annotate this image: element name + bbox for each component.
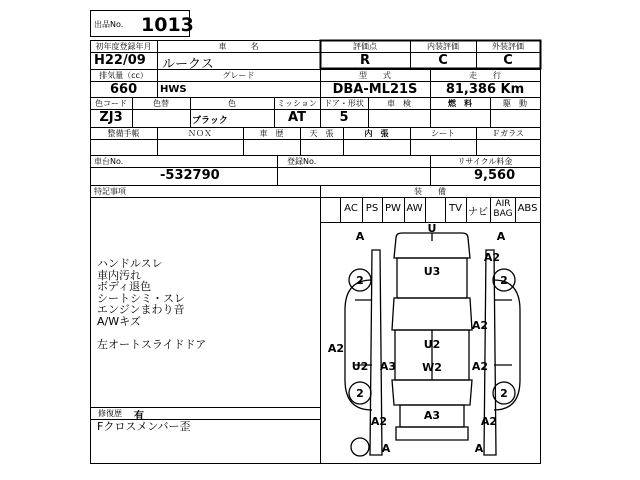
exterior-score-value: C (503, 53, 513, 68)
drive-label: 駆 動 (503, 99, 527, 108)
mark-right-fender: A2 (483, 251, 501, 264)
interior-score-label: 内装評価 (427, 42, 459, 51)
registration-label: 登録No. (287, 157, 317, 166)
mark-roof: U2 (423, 338, 441, 351)
mark-right-rear-wheel: 2 (500, 387, 508, 400)
equipment-header: 装 備 (414, 187, 446, 196)
mark-bumper-left: A (381, 442, 391, 455)
exterior-score-label: 外装評価 (492, 42, 524, 51)
repair-label: 修復歴 (98, 409, 122, 418)
mission-label: ミッション (277, 99, 317, 108)
color-value: ブラック (192, 116, 228, 126)
grade-value: HWS (160, 84, 187, 95)
model-label: 型 式 (359, 71, 391, 80)
repair-value: 有 (134, 411, 144, 422)
mark-right-door: A2 (471, 319, 489, 332)
displacement-label: 排気量（cc） (99, 71, 148, 80)
score-value: R (359, 53, 370, 68)
car-name-value: ルークス (162, 57, 214, 72)
roof-label: 天 張 (309, 129, 334, 138)
mark-left-quarter: A3 (379, 360, 397, 373)
mark-back-door: A3 (423, 409, 441, 422)
score-label: 評価点 (353, 42, 377, 51)
fuel-label: 燃 料 (448, 99, 472, 108)
vehicle-diagram (320, 222, 540, 463)
seat-label: シート (431, 129, 455, 138)
equip-abs: ABS (517, 203, 538, 214)
inspection-label: 車 検 (387, 99, 411, 108)
equip-airbag: AIR BAG (493, 199, 513, 219)
nox-label: ＮＯＸ (188, 129, 212, 138)
color-code-value: ZJ3 (99, 110, 123, 125)
mark-front-u: U (427, 222, 437, 235)
manual-label: 整備手帳 (107, 129, 140, 138)
car-name-label: 車 名 (218, 42, 259, 51)
interior-trim-label: 内 張 (364, 129, 389, 138)
equip-navi: ナビ (468, 207, 488, 218)
mark-rear-left: A2 (370, 415, 388, 428)
mark-bumper-right: A (474, 442, 484, 455)
mark-hood: U3 (423, 265, 441, 278)
history-label: 車 歴 (259, 129, 284, 138)
recycle-value: 9,560 (474, 168, 516, 183)
model-value: DBA-ML21S (332, 82, 418, 97)
mark-left-front-wheel: 2 (356, 274, 364, 287)
equip-tv: TV (449, 203, 462, 214)
mark-right-quarter: A2 (471, 360, 489, 373)
chassis-label: 車台No. (94, 157, 124, 166)
color-label: 色 (228, 99, 236, 108)
equip-ps: PS (365, 203, 379, 214)
notes-text: ハンドルスレ 車内汚れ ボディ退色 シートシミ・スレ エンジンまわり音 A/Wキズ 左オートスライドドア (97, 257, 207, 352)
mission-value: AT (288, 110, 306, 125)
lot-number: 1013 (141, 14, 194, 36)
door-label: ドア・形状 (324, 99, 364, 108)
mark-left-rear-wheel: 2 (356, 387, 364, 400)
chassis-value: -532790 (160, 168, 220, 183)
equip-ac: AC (344, 203, 358, 214)
equip-pw: PW (385, 203, 401, 214)
glass-label: Ｆガラス (492, 129, 524, 138)
repair-detail: Fクロスメンバー歪 (97, 420, 191, 433)
displacement-value: 660 (110, 82, 138, 97)
mark-left-side: A2 (327, 342, 345, 355)
mark-front-left: A (355, 230, 365, 243)
grade-label: グレード (222, 71, 255, 80)
mark-rear-right: A2 (480, 415, 498, 428)
mark-right-front-wheel: 2 (500, 274, 508, 287)
interior-score-value: C (438, 53, 448, 68)
mileage-label: 走 行 (469, 71, 501, 80)
color-code-label: 色コード (95, 99, 127, 108)
mileage-value: 81,386 Km (445, 82, 525, 97)
lot-label: 出品No. (94, 20, 124, 29)
door-value: 5 (339, 110, 349, 125)
notes-header: 特記事項 (94, 187, 126, 196)
equipment-row (320, 198, 540, 222)
year-label: 初年度登録年月 (95, 42, 152, 51)
mark-front-right: A (496, 230, 506, 243)
color-change-label: 色替 (153, 99, 169, 108)
recycle-label: リサイクル料金 (457, 157, 513, 166)
mark-rear-glass: W2 (422, 361, 442, 374)
mark-left-rear-door: U2 (351, 360, 369, 373)
equip-aw: AW (406, 203, 423, 214)
year-value: H22/09 (94, 53, 146, 68)
